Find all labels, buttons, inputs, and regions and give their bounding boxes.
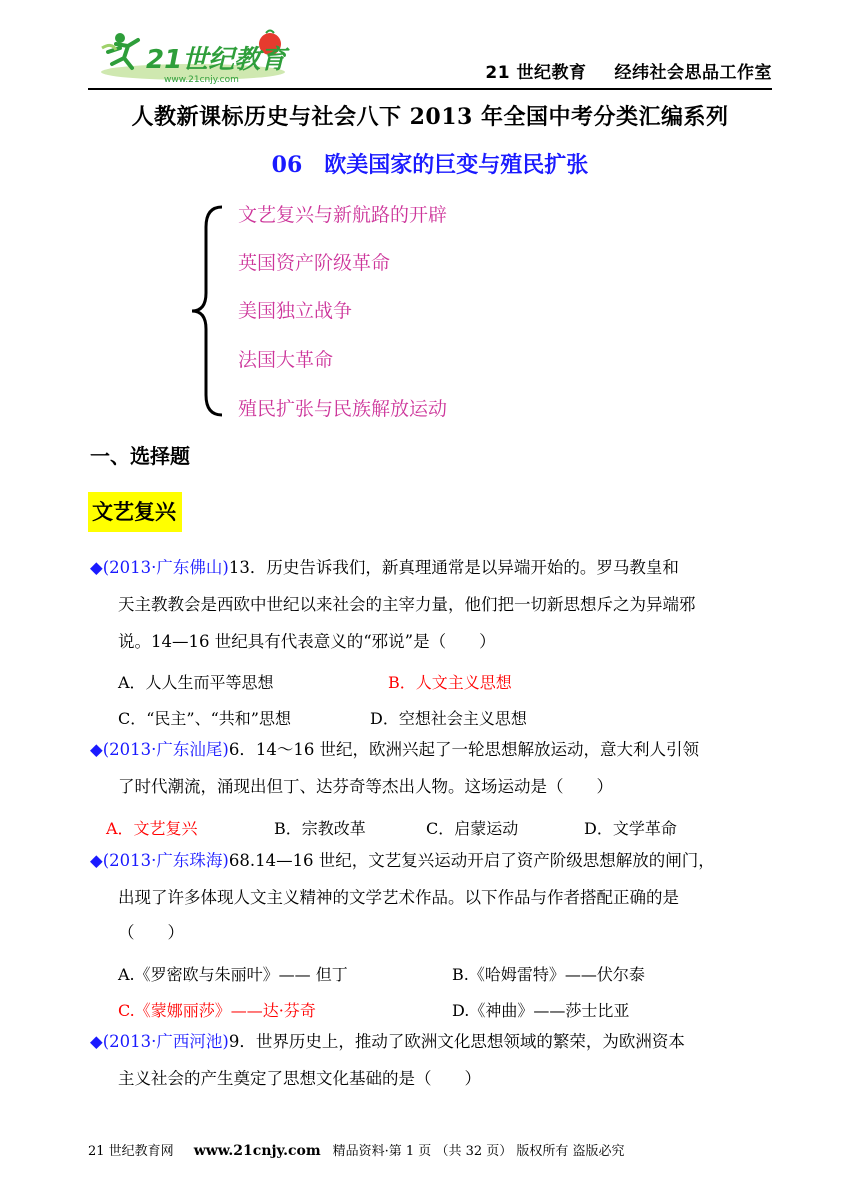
question-source: (2013·广东珠海) [102, 851, 229, 870]
question-3 [90, 853, 715, 870]
option-d: D．空想社会主义思想 [370, 709, 527, 728]
header-org [485, 58, 772, 83]
option-b-correct: B．人文主义思想 [388, 673, 512, 692]
footer [88, 1140, 625, 1159]
option-c-correct: C.《蒙娜丽莎》——达·芬奇 [118, 1001, 316, 1020]
svg-text:21世纪教育: 21世纪教育 [146, 45, 287, 75]
svg-text:www.21cnjy.com: www.21cnjy.com [164, 75, 239, 85]
footer-site-name: 21 世纪教育网 [88, 1144, 174, 1159]
option-c: C．“民主”、“共和”思想 [118, 709, 291, 728]
diamond-icon: ◆ [90, 1032, 103, 1051]
question-source: (2013·广东汕尾) [102, 740, 229, 759]
question-2 [90, 742, 699, 759]
runner-logo-icon [98, 28, 298, 86]
option-d: D.《神曲》——莎士比亚 [452, 1001, 630, 1020]
page-title: 人教新课标历史与社会八下 2013 年全国中考分类汇编系列 [131, 104, 729, 130]
chapter-title [0, 148, 860, 179]
diamond-icon: ◆ [90, 740, 103, 759]
option-c: C．启蒙运动 [426, 819, 519, 838]
option-b: B.《哈姆雷特》——伏尔泰 [452, 965, 645, 984]
question-text: 说。14—16 世纪具有代表意义的“邪说”是（ ） [118, 632, 496, 651]
topic-item: 美国独立战争 [238, 300, 353, 322]
question-text: 了时代潮流，涌现出但丁、达芬奇等杰出人物。这场运动是（ ） [118, 777, 613, 796]
chapter-name: 欧美国家的巨变与殖民扩张 [324, 153, 589, 178]
studio-name: 经纬社会思品工作室 [614, 63, 772, 83]
diamond-icon: ◆ [90, 851, 103, 870]
question-1 [90, 560, 679, 577]
topic-item: 殖民扩张与民族解放运动 [238, 398, 448, 420]
question-4 [90, 1034, 685, 1051]
question-source: (2013·广东佛山) [102, 558, 229, 577]
option-b: B．宗教改革 [274, 819, 366, 838]
option-d: D．文学革命 [584, 819, 677, 838]
option-a-correct: A．文艺复兴 [106, 819, 198, 838]
question-text: （ ） [118, 923, 184, 942]
question-text: 9．世界历史上，推动了欧洲文化思想领域的繁荣，为欧洲资本 [228, 1032, 685, 1051]
topic-item: 文艺复兴与新航路的开辟 [238, 204, 448, 226]
question-text: 天主教教会是西欧中世纪以来社会的主宰力量，他们把一切新思想斥之为异端邪 [118, 595, 696, 614]
curly-brace-icon [186, 203, 226, 419]
option-a: A．人人生而平等思想 [118, 673, 274, 692]
topic-item: 法国大革命 [238, 349, 334, 371]
section-heading: 一、选择题 [90, 444, 190, 468]
section-tag: 文艺复兴 [88, 492, 182, 532]
topic-item: 英国资产阶级革命 [238, 252, 391, 274]
option-a: A.《罗密欧与朱丽叶》—— 但丁 [118, 965, 348, 984]
footer-site-link[interactable]: www.21cnjy.com [193, 1143, 321, 1159]
diamond-icon: ◆ [90, 558, 103, 577]
question-text: 13．历史告诉我们，新真理通常是以异端开始的。罗马教皇和 [228, 558, 679, 577]
question-text: 出现了许多体现人文主义精神的文学艺术作品。以下作品与作者搭配正确的是 [118, 888, 679, 907]
header-divider [88, 88, 772, 90]
question-text: 68.14—16 世纪，文艺复兴运动开启了资产阶级思想解放的闸门， [228, 851, 715, 870]
question-text: 主义社会的产生奠定了思想文化基础的是（ ） [118, 1069, 481, 1088]
question-text: 6．14～16 世纪，欧洲兴起了一轮思想解放运动，意大利人引领 [228, 740, 700, 759]
chapter-number: 06 [271, 152, 303, 178]
org-name: 21 世纪教育 [485, 63, 587, 83]
footer-info: 精品资料·第 1 页 （共 32 页） 版权所有 盗版必究 [332, 1144, 625, 1159]
logo [98, 28, 298, 86]
question-source: (2013·广西河池) [102, 1032, 229, 1051]
